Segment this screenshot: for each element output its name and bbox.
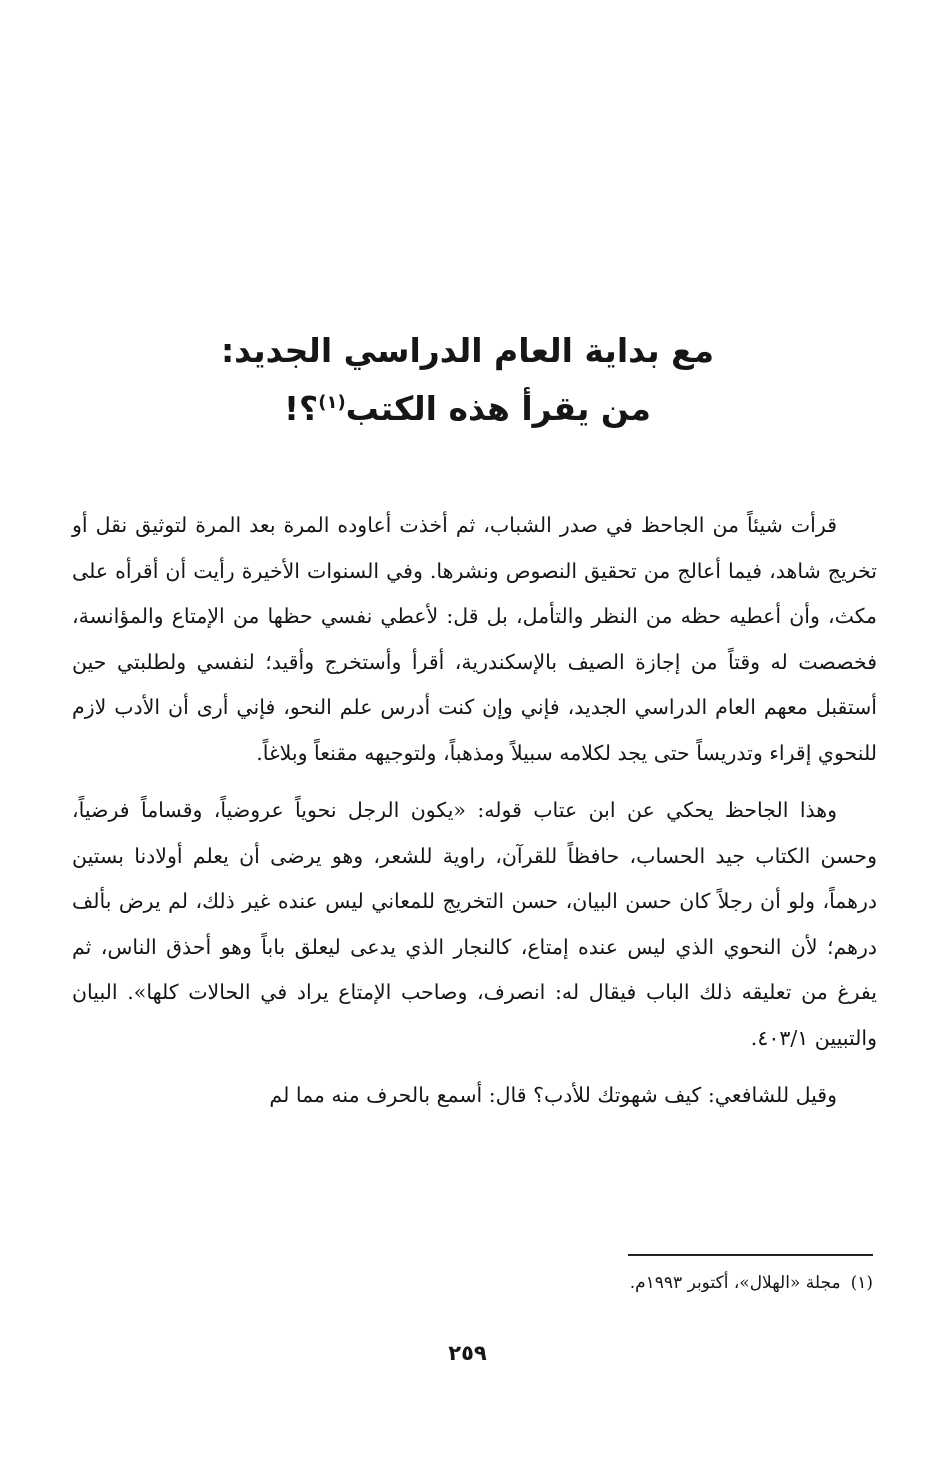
footnote-mark: (١) (850, 1273, 873, 1293)
title-line-1: مع بداية العام الدراسي الجديد: (220, 331, 715, 370)
footnote-text: مجلة «الهلال»، أكتوبر ١٩٩٣م. (629, 1273, 841, 1293)
footnote (273, 1268, 873, 1298)
body-text (72, 503, 877, 1119)
paragraph-3: وقيل للشافعي: كيف شهوتك للأدب؟ قال: أسمع بالحرف منه مما لم (269, 1083, 837, 1107)
title-line-2 (120, 380, 815, 438)
page-number: ٢٥٩ (448, 1341, 487, 1365)
paragraph-2: وهذا الجاحظ يحكي عن ابن عتاب قوله: «يكون الرجل نحوياً عروضياً، وقساماً فرضياً، وحسن الكتاب جيد الحساب، حافظاً للقرآن، راوية للشعر، وهو يرضى أن يعلم أولادنا بستين درهماً، ولو أن رجلاً كان حسن البيان، حسن التخريج للمعاني ليس عنده غير ذلك، لم يرض بألف درهم؛ لأن النحوي الذي ليس عنده إمتاع، كالنجار الذي يدعى ليعلق باباً وهو أحذق الناس، ثم يفرغ من تعليقه ذلك الباب فيقال له: انصرف، وصاحب الإمتاع يراد في الحالات كلها». البيان والتبيين ٤٠٣/١. (72, 798, 877, 1050)
article-title (120, 322, 815, 438)
title-line-2-text: من يقرأ هذه الكتب (345, 389, 651, 428)
footnote-divider (628, 1254, 873, 1256)
title-line-2-punct: ؟! (284, 389, 319, 428)
paragraph-1: قرأت شيئاً من الجاحظ في صدر الشباب، ثم أخذت أعاوده المرة بعد المرة لتوثيق نقل أو تخريج شاهد، فيما أعالج من تحقيق النصوص ونشرها. وفي السنوات الأخيرة رأيت أن أقرأه على مكث، وأن أعطيه حظه من النظر والتأمل، بل قل: لأعطي نفسي حظها من الإمتاع والمؤانسة، فخصصت له وقتاً من إجازة الصيف بالإسكندرية، أقرأ وأستخرج وأقيد؛ لنفسي ولطلبتي حين أستقبل معهم العام الدراسي الجديد، فإني وإن كنت أدرس علم النحو، فإني أرى أن الأدب لازم للنحوي إقراء وتدريساً حتى يجد لكلامه سبيلاً ومذهباً، ولتوجيهه مقنعاً وبلاغاً. (72, 513, 877, 765)
title-footnote-ref: (١) (318, 392, 346, 413)
